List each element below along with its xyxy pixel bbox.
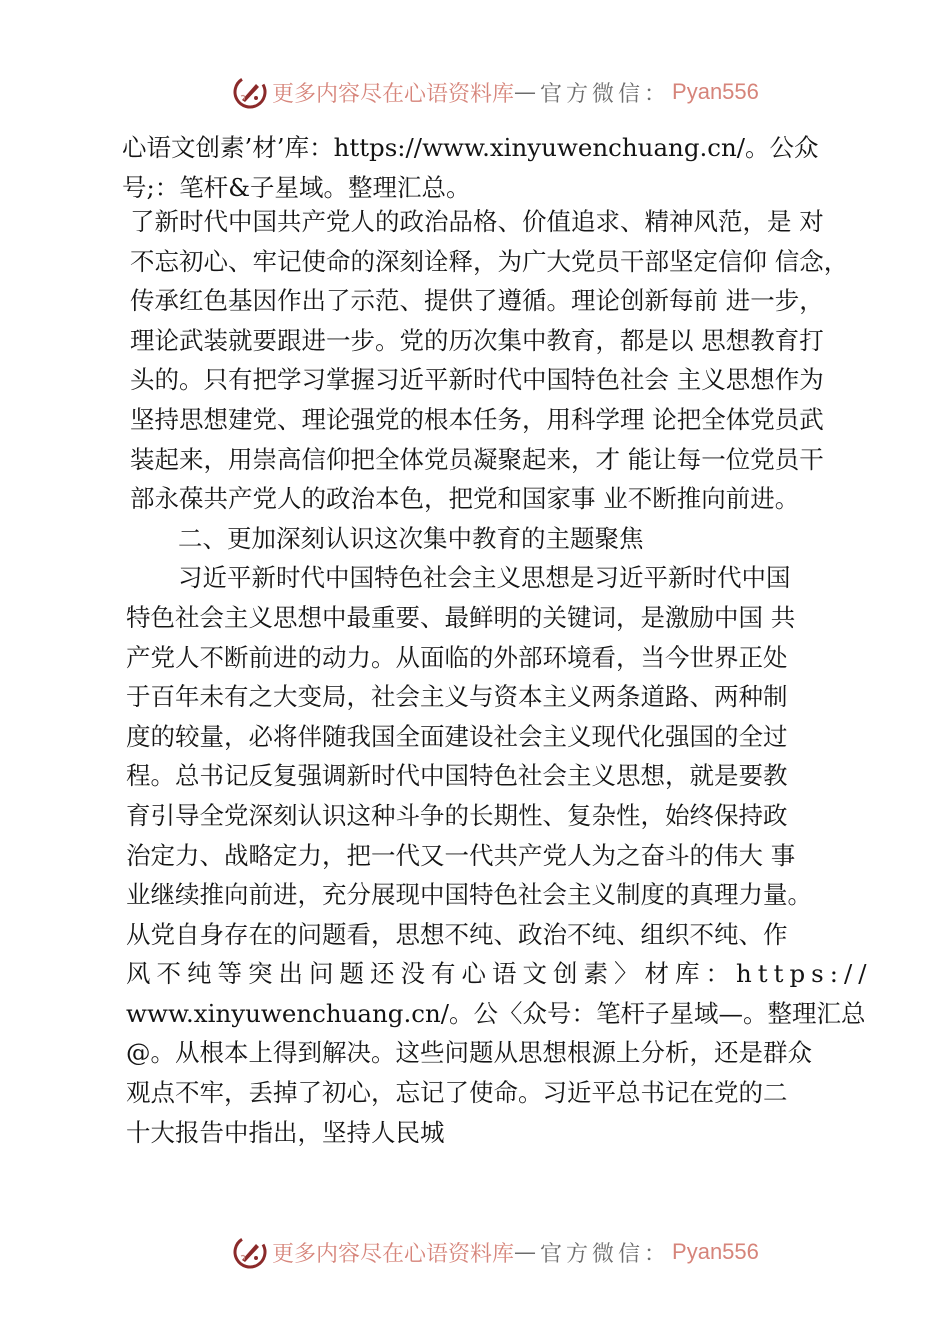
text-line: 育引导全党深刻认识这种斗争的长期性、复杂性，始终保持政 bbox=[126, 800, 788, 830]
text-line: 程。总书记反复强调新时代中国特色社会主义思想，就是要教 bbox=[126, 761, 788, 791]
text-line: 产党人不断前进的动力。从面临的外部环境看，当今世界正处 bbox=[126, 642, 788, 672]
text-line: 装起来，用崇高信仰把全体党员凝聚起来，才 能让每一位党员干 bbox=[130, 444, 824, 474]
text-line: 坚持思想建党、理论强党的根本任务，用科学理 论把全体党员武 bbox=[130, 404, 824, 434]
text-line: 理论武装就要跟进一步。党的历次集中教育，都是以 思想教育打 bbox=[130, 325, 824, 355]
text-line: 于百年未有之大变局，社会主义与资本主义两条道路、两种制 bbox=[126, 682, 788, 712]
text-line: 传承红色基因作出了示范、提供了遵循。理论创新每前 进一步， bbox=[130, 286, 824, 316]
header-note-line: 心语文创素’材’库：https://www.xinyuwenchuang.cn/。公众 bbox=[122, 133, 819, 162]
header-note-line: 号;：笔杆&子星域。整理汇总。 bbox=[122, 172, 471, 202]
text-line: 十大报告中指出，坚持人民城 bbox=[126, 1117, 445, 1147]
text-line: @。从根本上得到解决。这些问题从思想根源上分析，还是群众 bbox=[126, 1038, 812, 1068]
text-line: 部永葆共产党人的政治本色，把党和国家事 业不断推向前进。 bbox=[130, 484, 800, 514]
text-line: 从党自身存在的问题看，思想不纯、政治不纯、组织不纯、作 bbox=[126, 919, 788, 949]
watermark-text-red: 更多内容尽在心语资料库 bbox=[272, 1241, 515, 1267]
text-line: 风不纯等突出问题还没有心语文创素〉材库：https:// bbox=[126, 959, 873, 989]
text-line: 业继续推向前进，充分展现中国特色社会主义制度的真理力量。 bbox=[126, 880, 812, 910]
watermark-banner-bottom bbox=[232, 1232, 759, 1272]
watermark-text-gray: 官方微信： bbox=[540, 1241, 671, 1267]
watermark-text-red: 更多内容尽在心语资料库 bbox=[272, 81, 515, 107]
watermark-wechat-id: Pyan556 bbox=[672, 1239, 759, 1264]
text-line: www.xinyuwenchuang.cn/。公〈众号：笔杆子星域—。整理汇总 bbox=[126, 998, 866, 1028]
text-line: 头的。只有把学习掌握习近平新时代中国特色社会 主义思想作为 bbox=[130, 365, 824, 395]
paragraph-2 bbox=[126, 558, 873, 1152]
watermark-banner-top bbox=[232, 72, 759, 112]
watermark-dash: — bbox=[514, 1239, 541, 1265]
text-line: 了新时代中国共产党人的政治品格、价值追求、精神风范，是 对 bbox=[130, 207, 824, 236]
text-line: 观点不牢，丢掉了初心，忘记了使命。习近平总书记在党的二 bbox=[126, 1078, 788, 1108]
quill-logo-icon bbox=[232, 1234, 268, 1270]
paragraph-1 bbox=[130, 202, 850, 519]
watermark-text-gray: 官方微信： bbox=[540, 81, 671, 107]
section-heading: 二、更加深刻认识这次集中教育的主题聚焦 bbox=[178, 523, 644, 553]
quill-logo-icon bbox=[232, 74, 268, 110]
header-note bbox=[122, 128, 842, 207]
watermark-wechat-id: Pyan556 bbox=[672, 79, 759, 104]
text-line: 治定力、战略定力，把一代又一代共产党人为之奋斗的伟大 事 bbox=[126, 840, 796, 870]
text-line: 不忘初心、牢记使命的深刻诠释，为广大党员干部坚定信仰 信念， bbox=[130, 246, 849, 276]
text-line: 习近平新时代中国特色社会主义思想是习近平新时代中国 bbox=[178, 563, 791, 593]
watermark-dash: — bbox=[514, 79, 541, 105]
text-line: 度的较量，必将伴随我国全面建设社会主义现代化强国的全过 bbox=[126, 721, 788, 751]
text-line: 特色社会主义思想中最重要、最鲜明的关键词，是激励中国 共 bbox=[126, 602, 796, 632]
document-body bbox=[126, 202, 873, 1152]
